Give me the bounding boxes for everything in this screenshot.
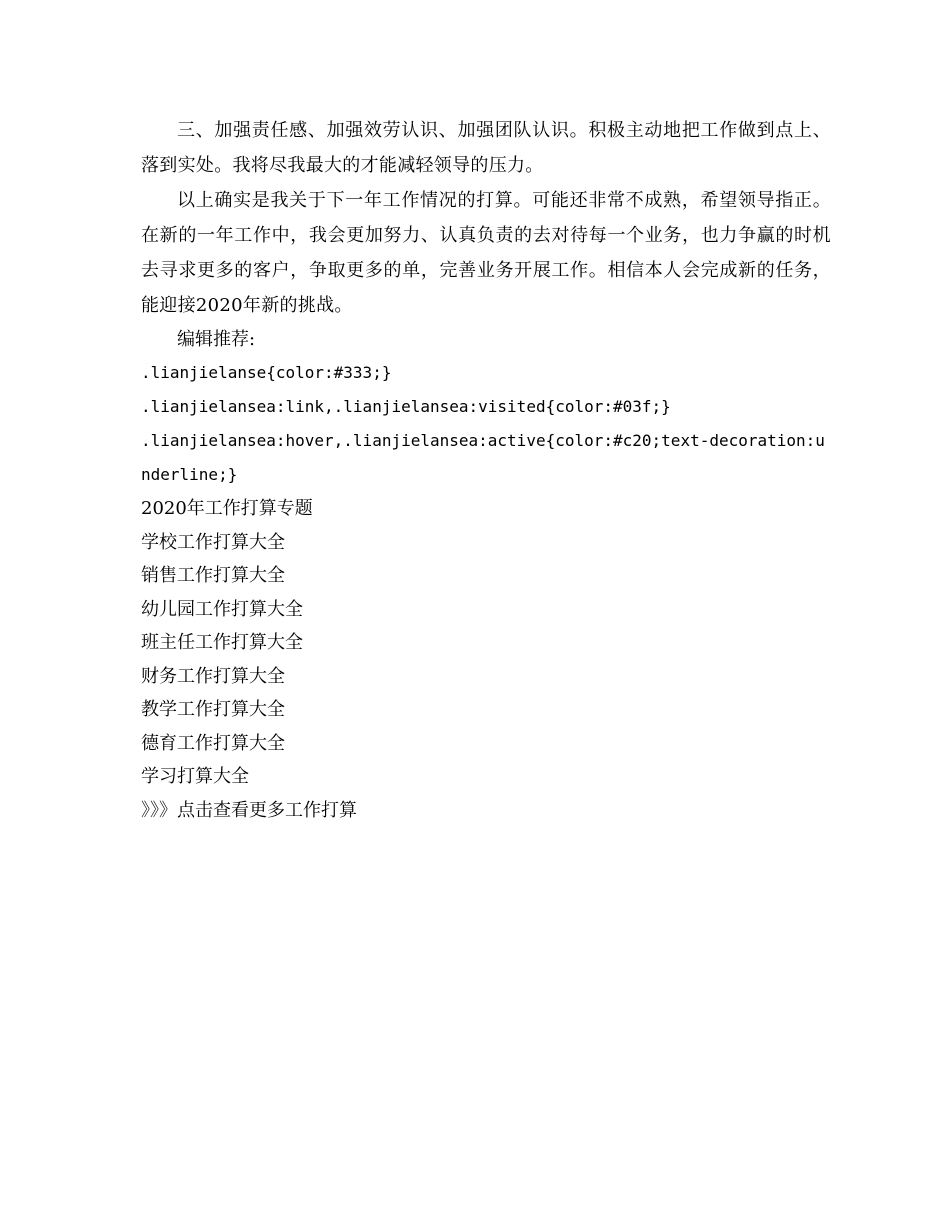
link-finance-work-plan[interactable]: 财务工作打算大全: [141, 665, 285, 687]
paragraph-plan-summary: 以上确实是我关于下一年工作情况的打算。可能还非常不成熟，希望领导指正。在新的一年工作中，我会更加努力、认真负责的去对待每一个业务，也力争赢的时机去寻求更多的客户，争取更多的单，完善业务开展工作。相信本人会完成新的任务，能迎接2020年新的挑战。: [141, 190, 831, 316]
link-more-work-plans[interactable]: 》》》点击查看更多工作打算: [141, 799, 357, 821]
link-kindergarten-work-plan[interactable]: 幼儿园工作打算大全: [141, 598, 303, 620]
editor-recommendation-label: 编辑推荐:: [177, 329, 256, 350]
link-sales-work-plan[interactable]: 销售工作打算大全: [141, 565, 285, 586]
link-work-plan-topic[interactable]: 2020年工作打算专题: [141, 498, 313, 519]
recommended-links-list: [141, 492, 831, 827]
link-teaching-work-plan[interactable]: 教学工作打算大全: [141, 699, 285, 720]
css-line-color: .lianjielanse{color:#333;}: [141, 363, 392, 382]
document-body: [141, 113, 831, 827]
css-line-link-visited: .lianjielansea:link,.lianjielansea:visited{color:#03f;}: [141, 397, 671, 416]
css-line-hover-active: .lianjielansea:hover,.lianjielansea:active{color:#c20;text-decoration:underline;}: [141, 431, 825, 484]
link-class-teacher-work-plan[interactable]: 班主任工作打算大全: [141, 632, 303, 653]
link-school-work-plan[interactable]: 学校工作打算大全: [141, 531, 285, 553]
link-moral-education-work-plan[interactable]: 德育工作打算大全: [141, 732, 285, 754]
link-study-plan[interactable]: 学习打算大全: [141, 766, 249, 787]
paragraph-strengthen-responsibility: 三、加强责任感、加强效劳认识、加强团队认识。积极主动地把工作做到点上、落到实处。我将尽我最大的才能减轻领导的压力。: [141, 120, 831, 176]
